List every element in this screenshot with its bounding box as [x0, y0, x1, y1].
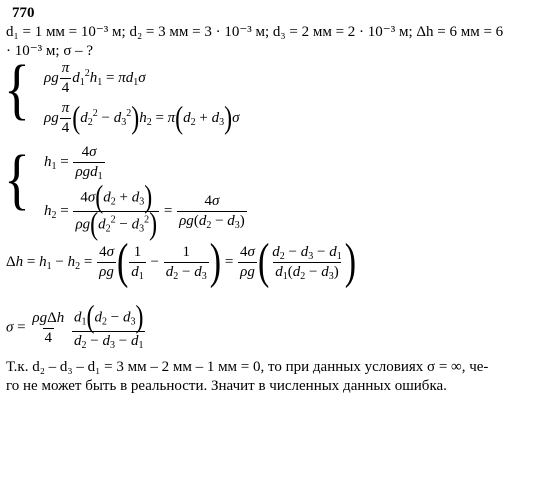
left-brace-2: {: [4, 141, 30, 217]
equation-system-1-line-1: ρg $\frac{\pi}{4}$ $d_1^2h_1 = \pi d_1\sigma$: [44, 60, 146, 96]
given-line-2: · 10⁻³ м; σ – ?: [6, 43, 94, 59]
given-line-1: d₁ = 1 мм = 10⁻³ м; d₂ = 3 мм = 3 · 10⁻³ м; d₃ = 2 мм = 2 · 10⁻³ м; Δh = 6 мм = 6: [6, 24, 504, 40]
equation-system-1-line-2: ρg $\frac{\pi}{4}$ $(d_2^2 - d_3^2)h_2 = \pi(d_2 + d_3)\sigma$: [44, 100, 240, 136]
left-brace-1: {: [4, 51, 30, 127]
delta-h-equation: $\Delta h = h_1 - h_2$ = $\frac{4\sigma}{\rho g}$ ( $\frac{1}{d_1}$ − $\frac{1}{d_2 - d_3}$ ) = $\frac{4\sigma}{\rho g}$ ( $\frac{d_2 - d_3 - d_1}{d_1(d_2 - d_3)}$ ): [6, 234, 357, 289]
conclusion-line-2: го не может быть в реальности. Значит в численных данных ошибка.: [6, 378, 447, 394]
equation-system-2-line-2: $h_2$ = $\frac{4\sigma(d_2 + d_3)}{\rho g(d_2^2 - d_3^2)}$ = $\frac{4\sigma}{\rho g(d_2 - d_3)}$: [44, 181, 245, 242]
problem-number: 770: [12, 5, 35, 21]
conclusion-line-1: Т.к. d₂ – d₃ – d₁ = 3 мм – 2 мм – 1 мм = 0, то при данных условиях σ = ∞, че-: [6, 359, 489, 375]
sigma-equation: σ = $\frac{\text{ρgΔh}}{4}$ $\frac{d_1(d_2 - d_3)}{d_2 - d_3 - d_1}$: [6, 301, 144, 351]
equation-system-2-line-1: $h_1$ = $\frac{4\sigma}{\rho gd_1}$: [44, 144, 103, 182]
